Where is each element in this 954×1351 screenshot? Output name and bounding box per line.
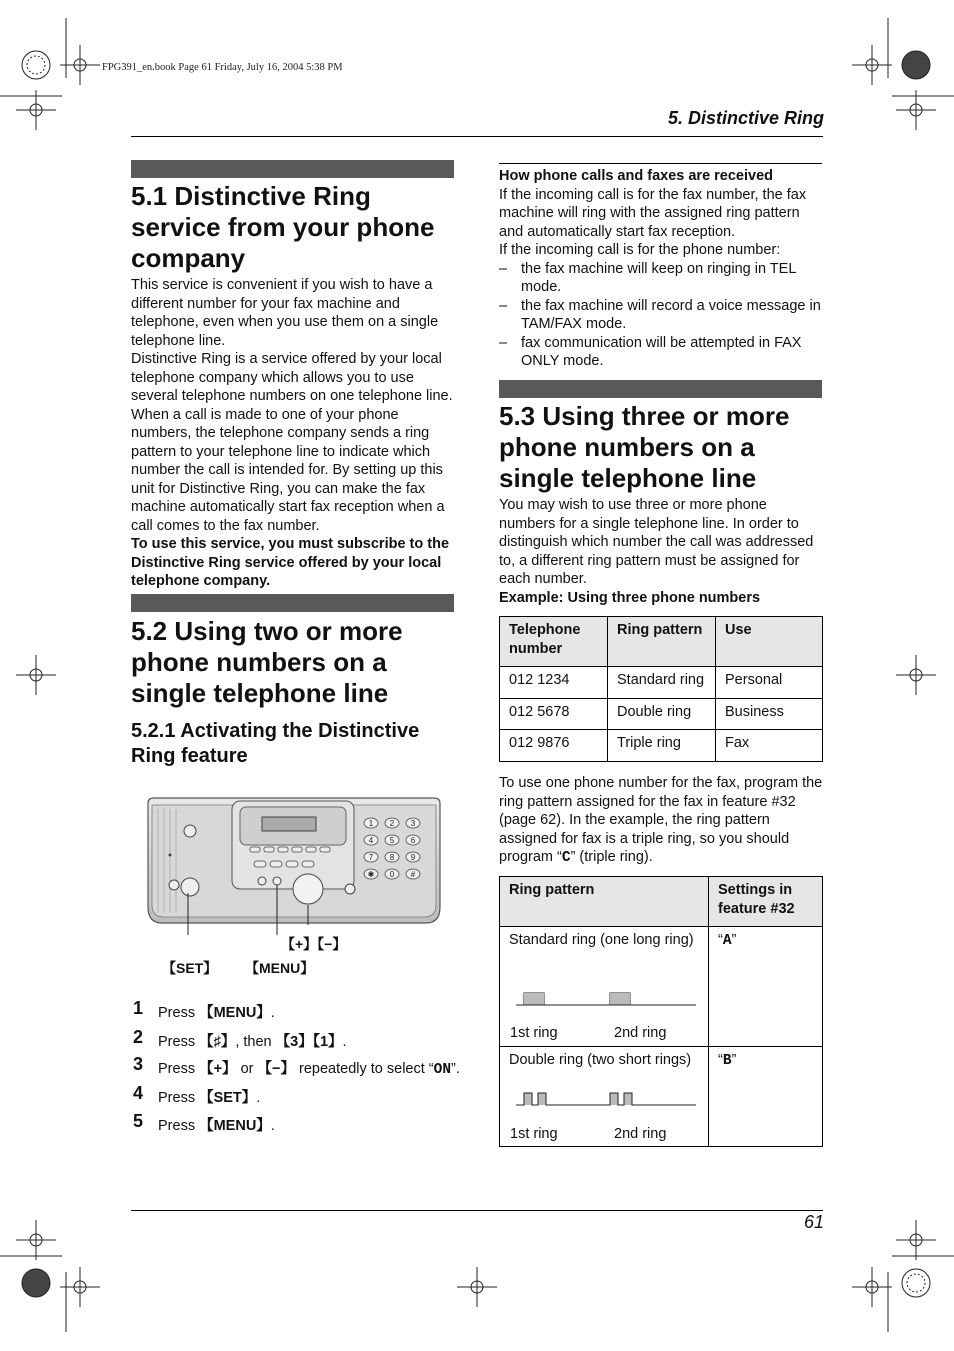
table-cell: “A” — [709, 927, 823, 1047]
keypad-key: 6 — [410, 836, 416, 845]
table-header-row — [500, 617, 823, 667]
keypad-key: 0 — [389, 870, 395, 879]
key-plus: 【+】 — [199, 1061, 237, 1077]
fax-program-paragraph: To use one phone number for the fax, program the ring pattern assigned for the fax in feature #32 (page 62). In the example, the ring pattern assigned for fax is a triple ring, so you should program “C” (triple ring). — [499, 775, 823, 866]
ring-caption: 2nd ring — [614, 1025, 667, 1041]
subsection-title-5-2-1: 5.2.1 Activating the Distinctive Ring feature — [131, 720, 420, 767]
fax-machine-illustration — [144, 795, 444, 935]
table-row — [500, 730, 823, 762]
step-number: 4 — [133, 1083, 144, 1103]
column-header: Ring pattern — [608, 617, 716, 667]
table-cell — [500, 1047, 709, 1147]
paragraph: If the incoming call is for the fax number, the fax machine will ring with the assigned ring pattern and automatically start fax reception. — [499, 186, 807, 240]
how-received-block — [499, 167, 823, 371]
keypad-key: 1 — [368, 819, 374, 828]
mode-list — [499, 260, 823, 371]
keypad-key: # — [410, 870, 416, 879]
how-received-rule — [499, 163, 822, 164]
page-number: 61 — [803, 1212, 824, 1232]
callout-menu: 【MENU】 — [245, 960, 315, 976]
how-received-heading: How phone calls and faxes are received — [499, 168, 774, 184]
list-item: – fax communication will be attempted in FAX ONLY mode. — [499, 334, 823, 371]
ring-caption: 2nd ring — [614, 1126, 667, 1142]
keypad-key: 9 — [410, 853, 416, 862]
step-number: 5 — [133, 1111, 144, 1131]
table-cell: 012 9876 — [500, 730, 608, 762]
table-cell — [500, 927, 709, 1047]
paragraph: This service is convenient if you wish to have a different number for your fax machine and telephone, even when you use them on a single telephone line. — [131, 277, 439, 349]
table-row — [500, 1047, 823, 1147]
paragraph: Distinctive Ring is a service offered by your local telephone company which allows you to use several telephone numbers on one telephone line. When a call is made to one of your phone numbers, the telephone company sends a ring pattern to your telephone line to indicate which number the call is intended for. By setting up this unit for Distinctive Ring, you can make the fax machine automatically start fax reception when a call comes to the fax number. — [131, 351, 453, 534]
ring-caption: 1st ring — [510, 1126, 558, 1142]
setting-code: A — [722, 933, 732, 949]
table-cell: “B” — [709, 1047, 823, 1147]
key-menu: 【MENU】 — [199, 1005, 271, 1021]
column-header: Telephone number — [500, 617, 608, 667]
bold-note: To use this service, you must subscribe to the Distinctive Ring service offered by your local telephone company. — [131, 536, 450, 589]
table-cell: Triple ring — [608, 730, 716, 762]
key-hash: 【♯】 — [199, 1034, 236, 1050]
section-bar-5-3 — [499, 380, 822, 398]
table-cell: Business — [716, 698, 823, 730]
table-cell: Fax — [716, 730, 823, 762]
display-code: ON — [433, 1062, 452, 1078]
list-item: – the fax machine will keep on ringing in TEL mode. — [499, 260, 823, 297]
keypad-key: 8 — [389, 853, 395, 862]
table-cell: Personal — [716, 667, 823, 699]
double-ring-waveform — [510, 1089, 700, 1109]
table-cell: Double ring — [608, 698, 716, 730]
ring-pattern-label: Standard ring (one long ring) — [509, 932, 694, 948]
section-bar-5-2 — [131, 594, 454, 612]
running-header: 5. Distinctive Ring — [667, 108, 824, 128]
section-title-5-3: 5.3 Using three or more phone numbers on a single telephone line — [499, 401, 790, 493]
column-header: Use — [716, 617, 823, 667]
key-minus: 【−】 — [257, 1061, 295, 1077]
step-number: 3 — [133, 1054, 144, 1074]
table-cell: 012 5678 — [500, 698, 608, 730]
section-5-1-body — [131, 276, 455, 591]
column-header: Ring pattern — [500, 877, 709, 927]
column-header: Settings in feature #32 — [709, 877, 823, 927]
keypad-key: ✱ — [367, 870, 375, 879]
keypad-key: 7 — [368, 853, 374, 862]
display-code: C — [561, 850, 571, 866]
ring-caption: 1st ring — [510, 1025, 558, 1041]
keypad-key: 3 — [410, 819, 416, 828]
step-number: 2 — [133, 1027, 144, 1047]
keypad-key: 2 — [389, 819, 395, 828]
list-item: – the fax machine will record a voice message in TAM/FAX mode. — [499, 297, 823, 334]
phone-number-table — [499, 616, 823, 762]
section-5-3-body — [499, 496, 823, 607]
key-menu: 【MENU】 — [199, 1118, 271, 1134]
step-number: 1 — [133, 998, 144, 1018]
section-bar-5-1 — [131, 160, 454, 178]
standard-ring-waveform — [510, 989, 700, 1009]
ring-pattern-label: Double ring (two short rings) — [509, 1052, 692, 1068]
printer-slug: FPG391_en.book Page 61 Friday, July 16, 2004 5:38 PM — [102, 62, 343, 73]
keypad-key: 4 — [368, 836, 374, 845]
section-title-5-2: 5.2 Using two or more phone numbers on a single telephone line — [131, 616, 403, 708]
table-row — [500, 667, 823, 699]
ring-pattern-table — [499, 876, 823, 1147]
keypad-key: 5 — [389, 836, 395, 845]
key-set: 【SET】 — [199, 1090, 257, 1106]
table-row — [500, 698, 823, 730]
setting-code: B — [722, 1053, 732, 1069]
section-title-5-1: 5.1 Distinctive Ring service from your phone company — [131, 181, 435, 273]
table-header-row — [500, 877, 823, 927]
key-3-1: 【3】【1】 — [275, 1034, 343, 1050]
table-cell: 012 1234 — [500, 667, 608, 699]
paragraph: You may wish to use three or more phone numbers for a single telephone line. In order to distinguish which number the call was addressed to, a different ring pattern must be assigned for each number. — [499, 497, 814, 587]
footer-rule — [131, 1210, 823, 1211]
example-heading: Example: Using three phone numbers — [499, 589, 761, 606]
header-rule — [131, 136, 823, 137]
paragraph: If the incoming call is for the phone number: — [499, 242, 781, 258]
table-cell: Standard ring — [608, 667, 716, 699]
table-row — [500, 927, 823, 1047]
callout-set: 【SET】 — [162, 960, 218, 976]
callout-plus-minus: 【+】【−】 — [281, 936, 347, 952]
